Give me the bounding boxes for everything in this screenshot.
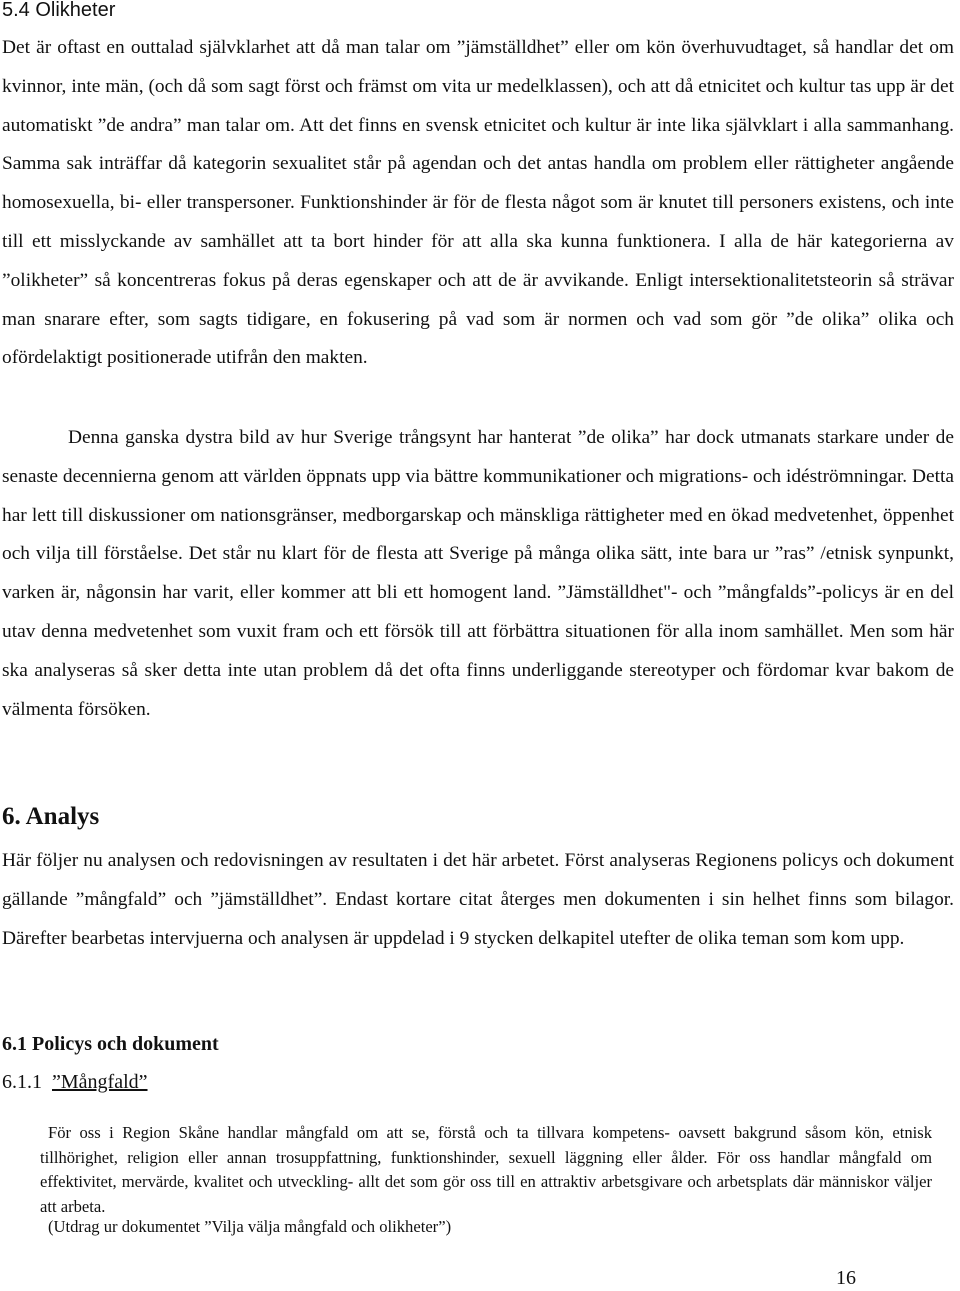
body-paragraph-analys: Här följer nu analysen och redovisningen av resultaten i det här arbetet. Först analyseras Regionens policys och dokument gällande ”mångfald” och ”jämställdhet”. Endast kortare citat återges men dokumenten i sin helhet finns som bilagor. Därefter bearbetas intervjuerna och analysen är uppdelad i 9 stycken delkapitel utefter de olika teman som kom upp.	[2, 850, 954, 949]
quote-source: (Utdrag ur dokumentet ”Vilja välja mångfald och olikheter”)	[48, 1217, 452, 1236]
section-heading-6-1-1	[2, 1068, 148, 1096]
body-paragraph-olikheter-1: Det är oftast en outtalad självklarhet att då man talar om ”jämställdhet” eller om kön överhuvudtaget, så handlar det om kvinnor, inte män, (och då som sagt först och främst om vita ur medelklassen), och att då etnicitet och kultur tas upp är det automatiskt ”de andra” man talar om. Att det finns en svensk etnicitet och kultur är inte lika självklart i alla sammanhang. Samma sak inträffar då kategorin sexualitet står på agendan och det antas handla om problem eller rättigheter angående homosexuella, bi- eller transpersoner. Funktionshinder är för de flesta något som är knutet till personers existens, och inte till ett misslyckande av samhället att ta bort hinder för att alla ska kunna funktionera. I alla de här kategorierna av ”olikheter” så koncentreras fokus på deras egenskaper och att de är avvikande. Enligt intersektionalitetsteorin så strävar man snarare efter, som sagts tidigare, en fokusering på vad som är normen och vad som gör ”de olika” olika och ofördelaktigt positionerade utifrån den makten.	[2, 37, 954, 369]
body-paragraph-olikheter-2: Denna ganska dystra bild av hur Sverige trångsynt har hanterat ”de olika” har dock utmanats starkare under de senaste decennierna genom att världen öppnats upp via bättre kommunikationer och migrations- och idéströmningar. Detta har lett till diskussioner om nationsgränser, medborgarskap och mänskliga rättigheter med en ökad medvetenhet, öppenhet och vilja till förståelse. Det står nu klart för de flesta att Sverige på många olika sätt, inte bara ur ”ras” /etnisk synpunkt, varken är, någonsin har varit, eller kommer att bli ett homogent land. ”Jämställdhet"- och ”mångfalds”-policys är en del utav denna medvetenhet som vuxit fram och ett försök till att förbättra situationen för alla inom samhället. Men som här ska analyseras så sker detta inte utan problem då det ofta finns underliggande stereotyper och fördomar kvar bakom de välmenta försöken.	[2, 427, 954, 720]
policy-quote: För oss i Region Skåne handlar mångfald om att se, förstå och ta tillvara kompetens- oavsett bakgrund såsom kön, etnisk tillhörighet, religion eller annan trosuppfattning, funktionshinder, sexuell läggning eller ålder. För oss handlar mångfald om effektivitet, mervärde, kvalitet och utveckling- allt det som gör oss till en attraktiv arbetsgivare och arbetsplats där människor väljer att arbeta.	[40, 1123, 932, 1216]
section-heading-6-1: 6.1 Policys och dokument	[2, 1033, 219, 1055]
subsection-title: ”Mångfald”	[52, 1071, 148, 1093]
page-number: 16	[836, 1267, 856, 1289]
section-heading-5-4: 5.4 Olikheter	[2, 0, 116, 21]
section-heading-6-analys: 6. Analys	[2, 803, 100, 830]
subsection-number: 6.1.1	[2, 1071, 42, 1093]
